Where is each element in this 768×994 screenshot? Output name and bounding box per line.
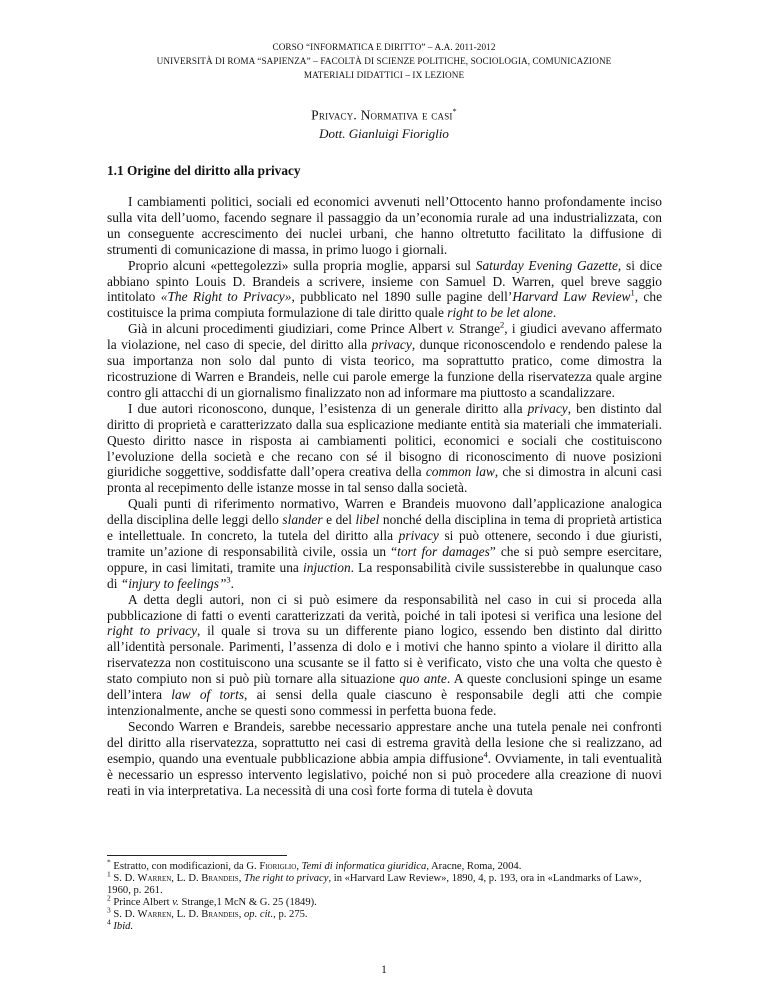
- text-run: Prince Albert: [110, 897, 173, 909]
- text-run: , p. 275.: [273, 909, 308, 921]
- document-title: [0, 107, 768, 124]
- italic-run: slander: [282, 512, 323, 528]
- paragraph-7: [107, 719, 662, 799]
- text-run: . Ovviamente, in tali eventualità è necessario un espresso intervento legislativo, poiché non si può procedere alla creazione di nuovi reati in via interpretativa. La necessità di una così forte forma di tutela è dovuta: [107, 750, 662, 798]
- italic-run: injuction: [303, 559, 351, 575]
- footnote-separator: [107, 855, 287, 856]
- text-run: nonché della disciplina in tema di proprietà artistica e intellettuale. In concreto, la tutela del diritto alla: [107, 512, 662, 544]
- italic-run: common law: [425, 464, 495, 480]
- text-run: , dunque riconoscendolo e rendendo palese la sua importanza non solo dal punto di vista teorico, ma soprattutto pratico, come dimostra la ricostruzione di Warren e Brandeis, nelle cui parole emerge la funzione della riservatezza quale argine contro gli attacchi di un giornalismo finalizzato non ad informare ma piuttosto a scandalizzare.: [107, 337, 662, 400]
- italic-run: Ibid.: [113, 921, 134, 933]
- author-line: Dott. Gianluigi Fioriglio: [319, 126, 449, 141]
- text-run: si può ottenere, secondo i due giuristi, tramite un’azione di responsabilità civile, ossia un “: [107, 528, 662, 559]
- text-run: , pubblicato nel 1890 sulle pagine dell’: [291, 289, 513, 305]
- text-run: e del: [322, 512, 356, 528]
- author-name: Fioriglio: [259, 861, 297, 872]
- footnote-ref-3[interactable]: 3: [226, 574, 231, 585]
- footnotes: [107, 857, 662, 934]
- text-run: .: [552, 305, 557, 321]
- italic-run: “injury to feelings”: [120, 575, 227, 591]
- italic-run: v.: [446, 321, 455, 337]
- body-text: [107, 194, 662, 798]
- italic-run: The right to privacy: [244, 873, 329, 885]
- footnote-mark: 2: [107, 893, 111, 903]
- text-run: Strange,1 McN & G. 25 (1849).: [178, 897, 317, 909]
- text-run: ” che si può sempre esercitare, oppure, in casi limitati, tramite una: [107, 543, 662, 575]
- paragraph-5: [107, 496, 662, 591]
- text-run: , L. D.: [171, 909, 202, 921]
- text-run: , L. D.: [171, 873, 202, 885]
- section-heading: 1.1 Origine del diritto alla privacy: [107, 163, 301, 178]
- footnote-2: [107, 893, 662, 909]
- text-run: S. D.: [110, 873, 138, 885]
- text-run: . A queste conclusioni spinge un esame dell’intera: [107, 671, 662, 703]
- paragraph-6: [107, 592, 662, 719]
- author-name: Warren: [137, 909, 172, 921]
- text-run: ,: [238, 909, 244, 921]
- footnote-star: [107, 857, 662, 873]
- running-header-course: CORSO “INFORMATICA E DIRITTO” – A.A. 2011-2012: [272, 42, 496, 52]
- footnote-1: [107, 869, 662, 897]
- paragraph-4: [107, 401, 662, 496]
- italic-run: privacy: [371, 337, 412, 353]
- text-run: , che si dimostra in alcuni casi pronta al recepimento delle istanze mosse in tal senso dalla società.: [107, 464, 662, 496]
- text-run: , ben distinto dal diritto di proprietà e caratterizzato dalla sua esplicazione mediante entità sia materiali che immateriali. Questo diritto nasce in risposta ai cambiamenti politici, economici e sociali che costituiscono l’evoluzione della società e che recano con sé il bisogno di riconoscimento di nuove posizioni giuridiche soggettive, soddisfatte dall’opera creativa della: [107, 400, 663, 480]
- title-footnote-mark[interactable]: *: [452, 107, 457, 116]
- text-run: , che costituisce la prima compiuta formulazione di tale diritto quale: [107, 289, 663, 321]
- footnote-mark: *: [107, 857, 111, 867]
- footnote-mark: 4: [107, 917, 111, 927]
- text-run: Quali punti di riferimento normativo, Warren e Brandeis muovono dall’applicazione analogica della disciplina delle leggi dello: [107, 496, 662, 528]
- paragraph-3: [107, 321, 662, 401]
- text-run: , i giudici avevano affermato la violazione, nel caso di specie, del diritto alla: [107, 321, 662, 353]
- footnote-mark: 3: [107, 905, 111, 915]
- italic-run: op. cit.: [244, 909, 274, 921]
- footnote-mark: 1: [107, 869, 111, 879]
- italic-run: Temi di informatica giuridica: [301, 861, 427, 872]
- italic-run: Saturday Evening Gazette: [475, 257, 618, 273]
- text-run: ,: [296, 861, 302, 872]
- text-run: .: [230, 575, 235, 591]
- italic-run: Harvard Law Review: [512, 289, 631, 305]
- paragraph-1: I cambiamenti politici, sociali ed economici avvenuti nell’Ottocento hanno profondamente inciso sulla vita dell’uomo, facendo segnare il passaggio da un’economia rurale ad una industrializzata, con un conseguente accrescimento dei nuclei urbani, che hanno oltretutto facilitato la diffusione di strumenti di comunicazione di massa, in primo luogo i giornali.: [107, 194, 662, 257]
- text-run: I due autori riconoscono, dunque, l’esistenza di un generale diritto alla: [128, 400, 528, 416]
- page-number: 1: [381, 964, 387, 976]
- text-run: , il quale si trova su un differente piano logico, essendo ben distinto dal diritto all’identità personale. Parimenti, l’assenza di dolo e i motivi che hanno spinto a violare il diritto alla riservatezza non costituiscono una scusante se il fatto si è verificato, visto che una volta che questo è stato compiuto non si può più tornare alla situazione: [107, 623, 662, 687]
- text-run: Strange: [454, 321, 501, 337]
- italic-run: quo ante: [399, 671, 447, 687]
- italic-run: right to privacy: [107, 623, 198, 639]
- italic-run: law of torts: [171, 687, 245, 703]
- footnote-3: [107, 905, 662, 921]
- text-run: Già in alcuni procedimenti giudiziari, come Prince Albert: [128, 321, 447, 337]
- footnote-ref-2[interactable]: 2: [500, 319, 505, 330]
- author-name: Warren: [137, 873, 172, 885]
- text-run: , ai sensi della quale ciascuno è responsabile degli atti che compie intenzionalmente, anche se questi sono commessi in perfetta buona fede.: [107, 687, 662, 718]
- footnote-ref-4[interactable]: 4: [483, 749, 488, 760]
- text-run: . La responsabilità civile sussisterebbe in qualunque caso di: [107, 559, 663, 591]
- italic-run: libel: [355, 512, 380, 528]
- text-run: , si dice abbiano spinto Louis D. Brandeis a scrivere, insieme con Samuel D. Warren, quel breve saggio intitolato: [107, 257, 663, 305]
- text-run: , Aracne, Roma, 2004.: [426, 861, 522, 872]
- text-run: , in «Harvard Law Review», 1890, 4, p. 193, ora in «Landmarks of Law», 1960, p. 261.: [107, 873, 642, 897]
- paragraph-2: [107, 258, 662, 322]
- footnote-4: [107, 917, 662, 933]
- italic-run: privacy: [398, 528, 439, 544]
- italic-run: v.: [172, 897, 179, 909]
- italic-run: right to be let alone: [447, 305, 553, 321]
- title-text: Privacy. Normativa e casi: [311, 107, 453, 123]
- footnote-ref-1[interactable]: 1: [630, 287, 635, 298]
- italic-run: tort for damages: [397, 543, 490, 559]
- running-header-lesson: MATERIALI DIDATTICI – IX LEZIONE: [303, 70, 465, 80]
- italic-run: «The Right to Privacy»: [160, 289, 292, 305]
- text-run: Estratto, con modificazioni, da G.: [110, 861, 260, 872]
- text-run: Secondo Warren e Brandeis, sarebbe necessario apprestare anche una tutela penale nei confronti del diritto alla riservatezza, soprattutto nei casi di estrema gravità della lesione che si realizzano, ad esempio, quando una eventuale pubblicazione abbia ampia diffusione: [107, 718, 662, 766]
- text-run: S. D.: [110, 909, 138, 921]
- author-name: Brandeis: [201, 873, 239, 885]
- text-run: Proprio alcuni «pettegolezzi» sulla propria moglie, apparsi sul: [128, 257, 476, 273]
- running-header-university: UNIVERSITÀ DI ROMA “SAPIENZA” – FACOLTÀ DI SCIENZE POLITICHE, SOCIOLOGIA, COMUNICAZIONE: [156, 56, 612, 66]
- author-name: Brandeis: [201, 909, 239, 921]
- text-run: ,: [238, 873, 244, 885]
- text-run: A detta degli autori, non ci si può esimere da responsabilità nel caso in cui si proceda alla pubblicazione di fatti o eventi caratterizzati da verità, poiché in tali ipotesi si verifica una lesione del: [107, 591, 662, 623]
- italic-run: privacy: [527, 400, 568, 416]
